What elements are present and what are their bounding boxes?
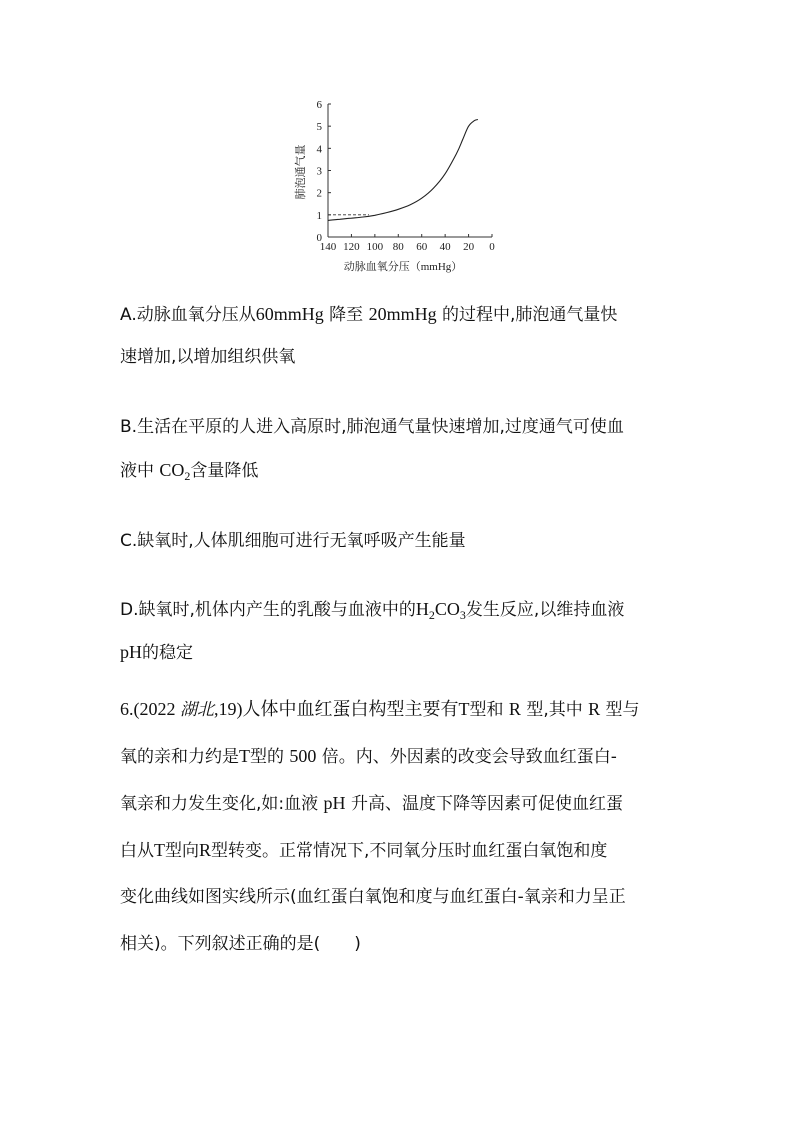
ventilation-curve — [328, 120, 478, 221]
q6-text-4: 型与 — [600, 700, 640, 720]
q6-l5-text: 变化曲线如图实线所示(血红蛋白氧饱和度与血红蛋白-氧亲和力呈正 — [120, 887, 626, 907]
q6-r: R — [508, 699, 521, 719]
q6-l2-text-1: 氧的亲和力约是 — [120, 747, 239, 767]
x-axis-label: 动脉血氧分压（mmHg） — [343, 261, 463, 273]
q6-l4-text-2: 型向 — [165, 841, 199, 861]
chart-series — [328, 120, 478, 221]
q6-l6-text: 相关)。下列叙述正确的是( ) — [120, 934, 361, 954]
x-tick-label: 80 — [392, 241, 404, 253]
option-a-value-2: 20mmHg — [368, 304, 437, 324]
option-b-text-3: 含量降低 — [190, 461, 259, 481]
x-tick-label: 60 — [416, 241, 428, 253]
q6-text-2: 型和 — [469, 700, 509, 720]
x-tick-label: 120 — [343, 241, 360, 253]
q6-text-1: ,19)人体中血红蛋白构型主要有 — [214, 699, 459, 719]
q6-l4-t: T — [154, 840, 165, 860]
q6-text-3: 型,其中 — [520, 700, 589, 720]
option-c — [120, 520, 680, 563]
q6-l2-text-2: 型的 — [250, 747, 290, 767]
ventilation-chart — [290, 92, 510, 277]
y-tick-label: 5 — [316, 121, 322, 134]
ph-text: pH — [120, 642, 142, 662]
option-d-text-3: 的稳定 — [142, 643, 193, 663]
y-tick-label: 3 — [316, 165, 322, 178]
option-b-text-1: B.生活在平原的人进入高原时,肺泡通气量快速增加,过度通气可使血 — [120, 417, 624, 437]
q6-l2-t: T — [239, 746, 250, 766]
chart-ticks — [317, 99, 496, 253]
q6-l2-text-3: 倍。内、外因素的改变会导致血红蛋白- — [316, 747, 617, 767]
y-tick-label: 1 — [316, 209, 322, 222]
q6-l3-text-2: 升高、温度下降等因素可促使血红蛋 — [345, 794, 623, 814]
q6-source: 湖北 — [180, 700, 214, 720]
x-tick-label: 140 — [319, 241, 337, 253]
y-axis-label: 肺泡通气量 — [295, 144, 307, 200]
co2-formula: $CO_2$ — [159, 460, 191, 483]
option-c-text: C.缺氧时,人体肌细胞可进行无氧呼吸产生能量 — [120, 531, 466, 551]
question-6 — [120, 686, 680, 968]
y-tick-label: 2 — [316, 187, 322, 200]
y-tick-label: 4 — [316, 143, 322, 156]
option-a-text-4: 速增加,以增加组织供氧 — [120, 347, 296, 367]
y-tick-label: 6 — [316, 99, 322, 111]
option-d — [120, 588, 680, 674]
chart-axes — [328, 104, 492, 237]
option-b-text-2: 液中 — [120, 461, 160, 481]
x-tick-label: 20 — [463, 241, 475, 253]
option-d-text-1: D.缺氧时,机体内产生的乳酸与血液中的 — [120, 600, 416, 620]
q6-l4-text-3: 型转变。正常情况下,不同氧分压时血红蛋白氧饱和度 — [211, 841, 608, 861]
option-b — [120, 406, 680, 492]
option-a-value-1: 60mmHg — [255, 304, 324, 324]
option-a-text-3: 的过程中,肺泡通气量快 — [436, 305, 618, 325]
option-a-text-1: A.动脉血氧分压从 — [120, 305, 256, 325]
q6-l4-text-1: 白从 — [120, 841, 154, 861]
q6-number: 6.(2022 — [120, 699, 180, 719]
option-a — [120, 293, 680, 379]
q6-l2-500: 500 — [289, 746, 317, 766]
option-a-text-2: 降至 — [323, 305, 369, 325]
q6-l3-ph: pH — [323, 793, 346, 813]
option-d-text-2: 发生反应,以维持血液 — [465, 600, 625, 620]
y-tick-label: 0 — [316, 232, 322, 244]
q6-l4-r: R — [199, 840, 212, 860]
h2co3-formula: $H_2CO_3$ — [415, 599, 466, 622]
q6-l3-text-1: 氧亲和力发生变化,如:血液 — [120, 794, 324, 814]
x-tick-label: 0 — [489, 241, 495, 253]
q6-r2: R — [588, 699, 601, 719]
x-tick-label: 40 — [439, 241, 451, 253]
q6-t: T — [458, 699, 470, 719]
x-tick-label: 100 — [366, 241, 384, 253]
